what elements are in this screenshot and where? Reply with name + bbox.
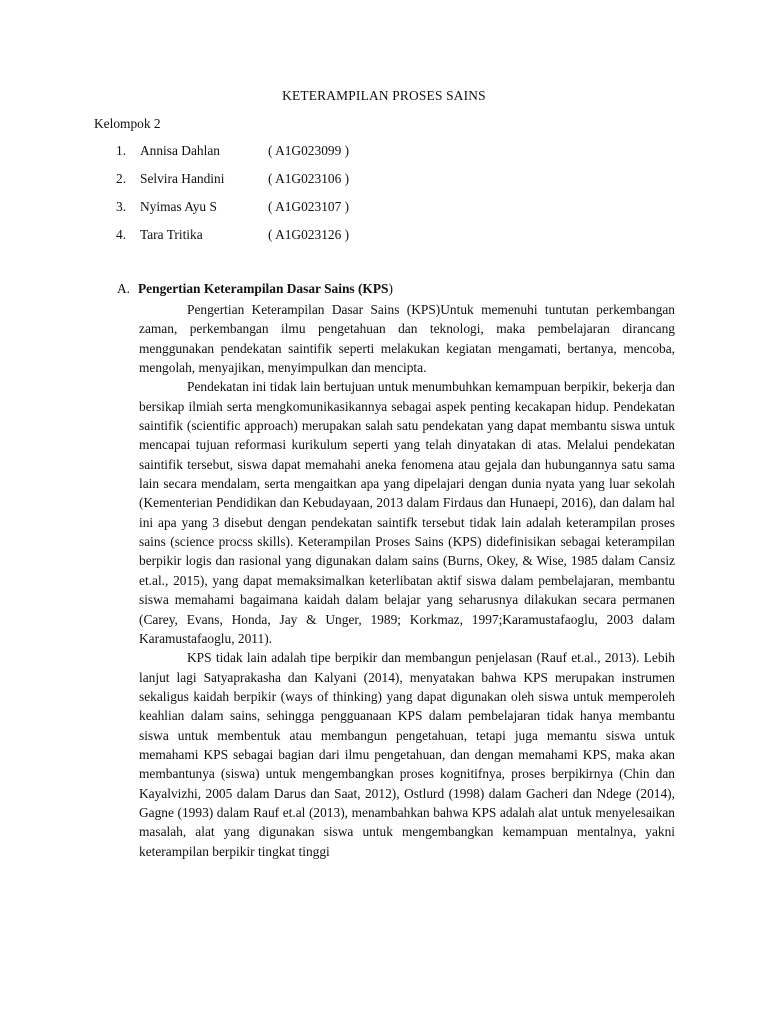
group-label: Kelompok 2 xyxy=(94,116,161,131)
member-id: ( A1G023099 ) xyxy=(268,143,350,158)
member-name: Annisa Dahlan xyxy=(140,143,220,158)
section-heading xyxy=(117,281,677,301)
paragraph-2: Pendekatan ini tidak lain bertujuan untuk menumbuhkan kemampuan berpikir, bekerja dan bersikap ilmiah serta mengkomunikasikannya sebagai aspek penting kecakapan hidup. Pendekatan saintifik (scientific approach) merupakan salah satu pendekatan yang dapat membantu siswa untuk mencapai tujuan reformasi kurikulum seperti yang telah dinyatakan di atas. Melalui pendekatan saintifik tersebut, siswa dapat memahahi aneka fenomena atau gejala dan hubungannya satu sama lain secara mendalam, serta mengaitkan apa yang dipelajari dengan dunia nyata yang luar sekolah (Kementerian Pendidikan dan Kebudayaan, 2013 dalam Firdaus dan Hunaepi, 2016), dan dalam hal ini apa yang 3 disebut dengan pendekatan saintifk tersebut tidak lain adalah keterampilan proses sains (science procss skills). Keterampilan Proses Sains (KPS) didefinisikan sebagai keterampilan berpikir logis dan rasional yang digunakan dalam sains (Burns, Okey, & Wise, 1985 dalam Cansiz et.al., 2015), yang dapat memaksimalkan keterlibatan aktif siswa dalam pembelajaran, membantu siswa memahami bagaimana kaidah dalam belajar yang seharusnya dilakukan secara permanen (Carey, Evans, Honda, Jay & Unger, 1989; Korkmaz, 1997;Karamustafaoglu, 2003 dalam Karamustafaoglu, 2011). xyxy=(139,379,675,646)
document-title: KETERAMPILAN PROSES SAINS xyxy=(282,88,486,103)
paragraph-3: KPS tidak lain adalah tipe berpikir dan membangun penjelasan (Rauf et.al., 2013). Lebih lanjut lagi Satyaprakasha dan Kalyani (2014), menyatakan bahwa KPS merupakan instrumen sekaligus kaidah berpikir (ways of thinking) yang dapat digunakan oleh siswa untuk memperoleh keahlian dalam sains, sehingga pengguanaan KPS dalam pembelajaran tidak hanya membantu siswa untuk membentuk atau membangun pengetahuan, tetapi juga memantu siswa untuk memahami KPS sebagai bagian dari ilmu pengetahuan, dan dengan memahami KPS, maka akan membantunya (siswa) untuk mengembangkan proses kognitifnya, proses berpikirnya (Chin dan Kayalvizhi, 2005 dalam Darus dan Saat, 2012), Ostlurd (1998) dalam Gacheri dan Ndege (2014), Gagne (1993) dalam Rauf et.al (2013), menambahkan bahwa KPS adalah alat untuk menyelesaikan masalah, alat yang digunakan siswa untuk mengembangkan kemampuan mentalnya, yakni keterampilan berpikir tingkat tinggi xyxy=(139,650,675,859)
member-number: 3. xyxy=(116,199,127,214)
member-id: ( A1G023107 ) xyxy=(268,199,350,214)
section-letter: A. xyxy=(117,281,131,296)
member-number: 2. xyxy=(116,171,127,186)
section-heading-close: ) xyxy=(388,281,393,296)
member-number: 4. xyxy=(116,227,127,242)
member-name: Selvira Handini xyxy=(140,171,225,186)
member-number: 1. xyxy=(116,143,127,158)
member-name: Nyimas Ayu S xyxy=(140,199,217,214)
section-heading-bold: Pengertian Keterampilan Dasar Sains (KPS xyxy=(138,281,389,296)
section-heading-text xyxy=(138,281,393,297)
member-name: Tara Tritika xyxy=(140,227,203,242)
section-body xyxy=(139,300,675,861)
member-id: ( A1G023126 ) xyxy=(268,227,350,242)
paragraph-1: Pengertian Keterampilan Dasar Sains (KPS)Untuk memenuhi tuntutan perkembangan zaman, perkembangan ilmu pengetahuan dan teknologi, maka pembelajaran dirancang menggunakan pendekatan saintifik seperti melakukan kegiatan mengamati, bertanya, mencoba, mengolah, menyajikan, menyimpulkan dan mencipta. xyxy=(139,302,675,376)
member-id: ( A1G023106 ) xyxy=(268,171,350,186)
section-a xyxy=(117,281,677,301)
